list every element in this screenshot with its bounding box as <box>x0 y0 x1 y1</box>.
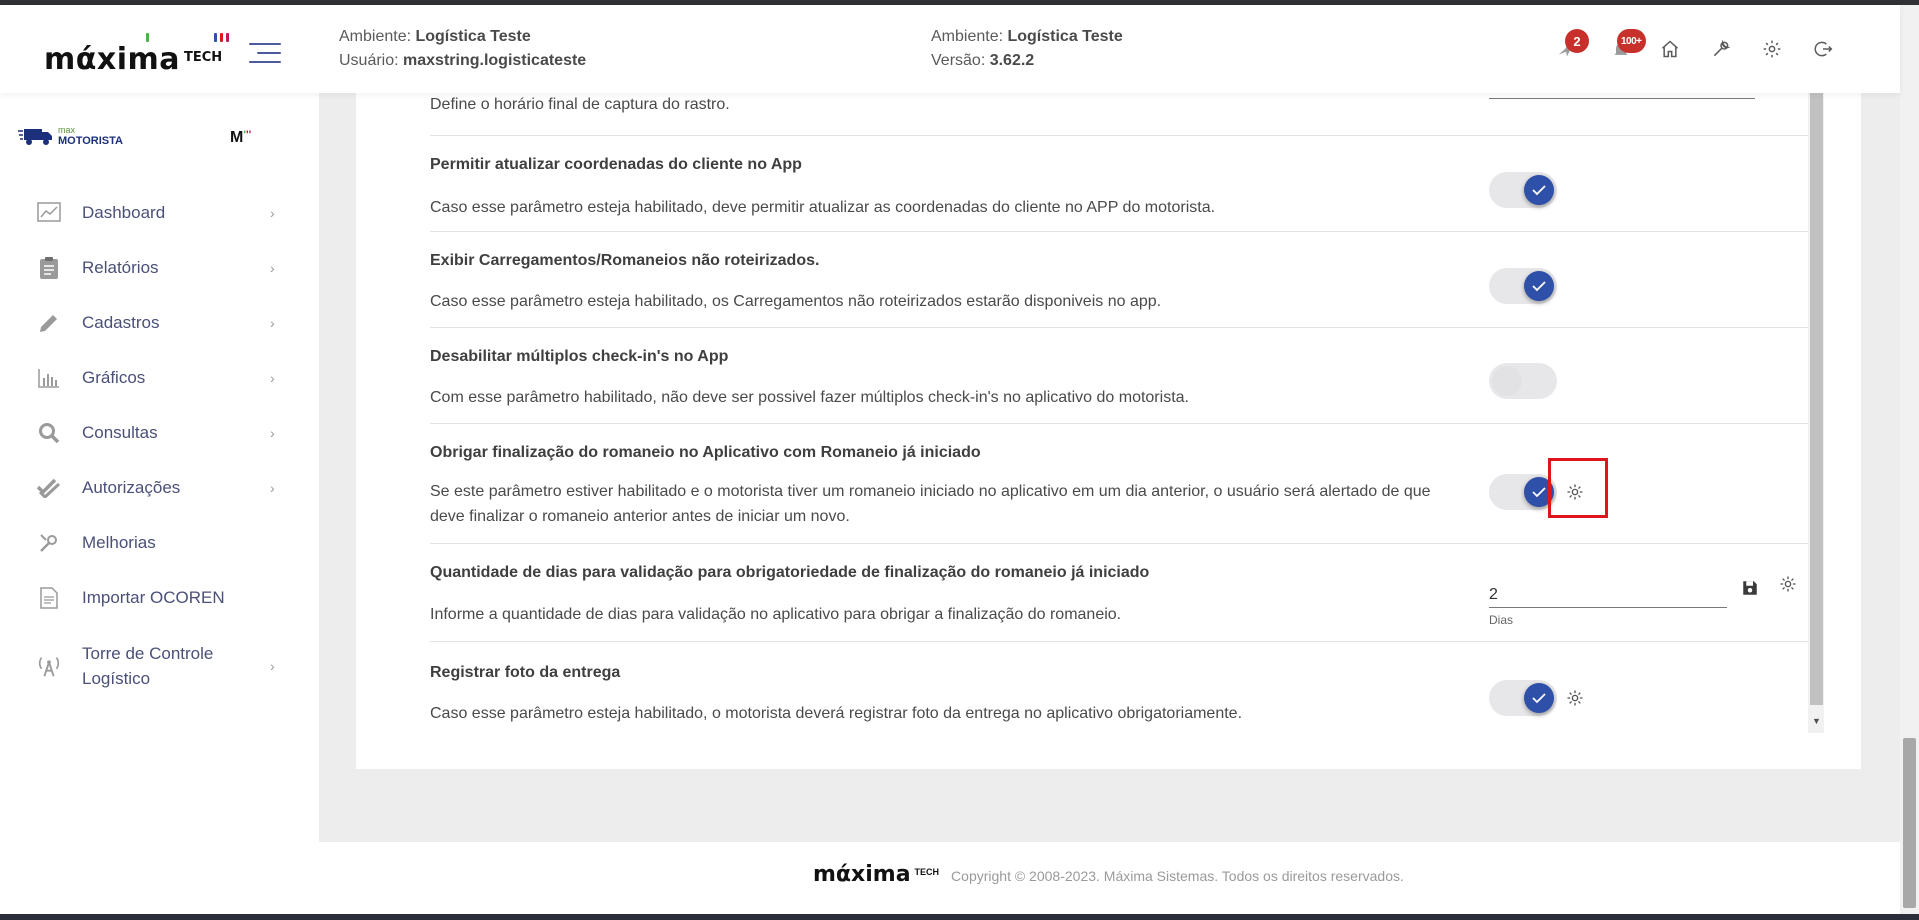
footer <box>319 842 1900 914</box>
m-logo-letter: M <box>230 129 244 146</box>
chevron-right-icon: › <box>270 658 275 674</box>
settings-button[interactable] <box>1758 35 1786 63</box>
user-line <box>339 49 586 73</box>
gear-icon <box>1566 483 1584 501</box>
brand-small: max <box>58 125 76 135</box>
parameter-title: Exibir Carregamentos/Romaneios não roteirizados. <box>430 252 820 269</box>
home-icon <box>1660 39 1680 59</box>
bar-chart-icon <box>36 365 62 391</box>
page-scrollbar-thumb[interactable] <box>1903 738 1916 908</box>
scroll-down-arrow-icon[interactable]: ▼ <box>1812 716 1821 726</box>
window-bottom-strip <box>0 914 1919 920</box>
brand-name: MOTORISTA <box>58 135 123 147</box>
environment-value-right: Logística Teste <box>1007 28 1123 45</box>
gear-icon <box>1762 39 1782 59</box>
sidebar-item-relatorios[interactable] <box>0 240 319 295</box>
parameter-settings-button[interactable] <box>1564 687 1586 709</box>
sidebar-item-dashboard[interactable] <box>0 185 319 240</box>
tools-icon <box>36 530 62 556</box>
sidebar-item-label: Dashboard <box>82 203 166 222</box>
chevron-right-icon: › <box>270 204 275 221</box>
toggle-knob <box>1524 683 1554 713</box>
parameter-toggle[interactable] <box>1489 172 1557 208</box>
sidebar-item-melhorias[interactable] <box>0 515 319 570</box>
logo-color-dots <box>146 33 149 42</box>
double-check-icon <box>36 475 62 501</box>
parameter-row <box>430 424 1810 544</box>
days-input-label: Dias <box>1489 613 1514 627</box>
parameters-card <box>356 93 1861 769</box>
logout-button[interactable] <box>1809 35 1837 63</box>
parameter-toggle[interactable] <box>1489 363 1557 399</box>
parameter-settings-button[interactable] <box>1777 573 1799 595</box>
clipboard-icon <box>36 255 62 281</box>
user-label: Usuário: <box>339 52 404 69</box>
sidebar-item-importar-ocoren[interactable] <box>0 570 319 625</box>
days-input[interactable] <box>1489 578 1727 608</box>
sidebar-item-cadastros[interactable] <box>0 295 319 350</box>
logo-color-dots-right <box>214 33 229 42</box>
parameter-description: Caso esse parâmetro esteja habilitado, o motorista deverá registrar foto da entrega no aplicativo obrigatoriamente. <box>430 705 1243 722</box>
parameter-description: Define o horário final de captura do rastro. <box>430 96 730 113</box>
sidebar-brand <box>18 125 268 155</box>
toggle-knob <box>1492 366 1522 396</box>
sidebar-item-torre-de-controle[interactable] <box>0 631 319 701</box>
wrench-icon <box>1711 39 1731 59</box>
chevron-right-icon: › <box>270 314 275 331</box>
sidebar-item-label: Relatórios <box>82 258 159 277</box>
parameter-title: Registrar foto da entrega <box>430 664 621 681</box>
top-header <box>0 5 1900 93</box>
toggle-knob <box>1524 175 1554 205</box>
max-motorista-logo[interactable] <box>18 125 123 147</box>
footer-content <box>813 864 1404 886</box>
parameter-row <box>430 232 1810 328</box>
parameters-list <box>430 93 1810 733</box>
tools-button[interactable] <box>1707 35 1735 63</box>
environment-info-right <box>931 25 1123 73</box>
chevron-right-icon: › <box>270 424 275 441</box>
logout-icon <box>1813 39 1833 59</box>
parameter-settings-button[interactable] <box>1564 481 1586 503</box>
toggle-knob <box>1524 477 1554 507</box>
parameter-toggle[interactable] <box>1489 474 1557 510</box>
sidebar-item-label: Cadastros <box>82 313 160 332</box>
antenna-icon <box>36 653 62 679</box>
m-logo: M''' <box>230 129 252 146</box>
parameter-description: Se este parâmetro estiver habilitado e o motorista tiver um romaneio iniciado no aplicativo em um dia anterior, o usuário será alertado de que deve finalizar o romaneio anterior antes de iniciar um novo. <box>430 483 1431 525</box>
search-icon <box>36 420 62 446</box>
sidebar-item-label: Importar OCOREN <box>82 588 225 607</box>
footer-logo-word: mάxima <box>813 862 911 887</box>
chevron-right-icon: › <box>270 479 275 496</box>
check-icon <box>1532 280 1546 292</box>
chart-line-icon <box>36 200 62 226</box>
parameter-title: Quantidade de dias para validação para obrigatoriedade de finalização do romaneio já iniciado <box>430 564 1150 581</box>
environment-line-right <box>931 25 1123 49</box>
toggle-knob <box>1524 271 1554 301</box>
environment-line <box>339 25 586 49</box>
home-button[interactable] <box>1656 35 1684 63</box>
environment-label: Ambiente: <box>339 28 416 45</box>
version-label: Versão: <box>931 52 990 69</box>
logo-word: mάxima <box>44 42 181 77</box>
environment-label-right: Ambiente: <box>931 28 1008 45</box>
sidebar-item-consultas[interactable] <box>0 405 319 460</box>
parameter-row <box>430 93 1810 136</box>
truck-icon <box>18 126 54 146</box>
notifications-badge: 100+ <box>1617 29 1646 53</box>
environment-value: Logística Teste <box>415 28 531 45</box>
messages-badge: 2 <box>1565 29 1589 53</box>
gear-icon <box>1779 575 1797 593</box>
parameter-description: Caso esse parâmetro esteja habilitado, os Carregamentos não roteirizados estarão disponiveis no app. <box>430 293 1162 310</box>
sidebar-item-graficos[interactable] <box>0 350 319 405</box>
save-button[interactable] <box>1741 579 1761 599</box>
parameter-description: Caso esse parâmetro esteja habilitado, deve permitir atualizar as coordenadas do cliente no APP do motorista. <box>430 199 1216 216</box>
parameter-toggle[interactable] <box>1489 268 1557 304</box>
logo-tech: TECH <box>184 50 223 65</box>
sidebar-item-label: Torre de Controle Logístico <box>82 644 214 688</box>
document-icon <box>36 585 62 611</box>
messages-button[interactable] <box>1553 35 1581 63</box>
environment-info-left <box>339 25 586 73</box>
user-value: maxstring.logisticateste <box>403 52 587 69</box>
check-icon <box>1532 692 1546 704</box>
hamburger-menu-icon[interactable] <box>249 41 281 65</box>
parameter-description: Com esse parâmetro habilitado, não deve ser possivel fazer múltiplos check-in's no aplicativo do motorista. <box>430 389 1189 406</box>
list-scrollbar-thumb[interactable] <box>1810 93 1823 705</box>
sidebar-item-label: Gráficos <box>82 368 146 387</box>
sidebar-nav <box>0 185 319 701</box>
version-line <box>931 49 1123 73</box>
parameter-title: Desabilitar múltiplos check-in's no App <box>430 348 729 365</box>
check-icon <box>1532 486 1546 498</box>
end-time-input-underline[interactable] <box>1489 98 1755 99</box>
parameter-row <box>430 328 1810 424</box>
parameter-row <box>430 642 1810 733</box>
notifications-button[interactable] <box>1607 35 1642 63</box>
sidebar-item-label: Autorizações <box>82 478 181 497</box>
sidebar-item-label: Melhorias <box>82 533 156 552</box>
brand-text <box>58 125 123 147</box>
sidebar-item-label: Consultas <box>82 423 158 442</box>
version-value: 3.62.2 <box>989 52 1035 69</box>
parameter-toggle[interactable] <box>1489 680 1557 716</box>
sidebar <box>0 93 319 914</box>
sidebar-item-autorizacoes[interactable] <box>0 460 319 515</box>
footer-copyright: Copyright © 2008-2023. Máxima Sistemas. Todos os direitos reservados. <box>951 868 1404 884</box>
parameter-description: Informe a quantidade de dias para validação no aplicativo para obrigar a finalização do romaneio. <box>430 606 1122 623</box>
chevron-right-icon: › <box>270 369 275 386</box>
chevron-right-icon: › <box>270 259 275 276</box>
gear-icon <box>1566 689 1584 707</box>
maxima-tech-logo[interactable] <box>44 35 222 75</box>
footer-logo-tech: TECH <box>914 867 940 877</box>
parameter-title: Obrigar finalização do romaneio no Aplicativo com Romaneio já iniciado <box>430 444 981 461</box>
parameter-row <box>430 136 1810 232</box>
check-icon <box>1532 184 1546 196</box>
pencil-icon <box>36 310 62 336</box>
parameter-title: Permitir atualizar coordenadas do cliente no App <box>430 156 802 173</box>
save-icon <box>1741 579 1759 597</box>
